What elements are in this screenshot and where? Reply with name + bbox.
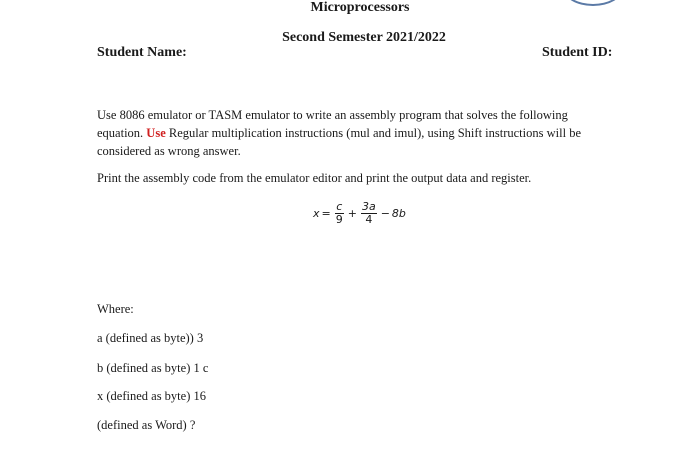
fraction-denominator: 9: [335, 212, 343, 226]
variable-x: x (defined as byte) 16: [97, 389, 206, 403]
course-title: Microprocessors: [310, 0, 410, 15]
variable-a: a (defined as byte)) 3: [97, 331, 204, 345]
fraction-denominator: 4: [365, 212, 373, 226]
minus-sign: −: [380, 206, 390, 220]
instructions-text-a: Use 8086 emulator or TASM emulator to write an assembly program that solves the following equation.: [97, 108, 568, 140]
student-name-label: Student Name:: [97, 45, 187, 60]
task-instructions: [97, 107, 597, 160]
use-emphasis: Use: [146, 125, 166, 140]
variable-word: (defined as Word) ?: [97, 418, 196, 432]
semester-heading: Second Semester 2021/2022: [282, 30, 446, 45]
print-instruction: Print the assembly code from the emulator editor and print the output data and register.: [97, 171, 532, 185]
equation-lhs: x: [313, 206, 320, 220]
term-8b: 8b: [391, 206, 406, 220]
variable-b: b (defined as byte) 1 c: [97, 361, 209, 375]
where-label: Where:: [97, 302, 134, 316]
equation: [313, 196, 406, 230]
plus-sign: +: [347, 206, 357, 220]
student-id-label: Student ID:: [542, 45, 613, 60]
fraction-c-over-9: [335, 201, 344, 226]
fraction-numerator: c: [336, 199, 343, 213]
fraction-3a-over-4: [361, 201, 377, 226]
fraction-numerator: 3a: [361, 199, 376, 213]
instructions-text-b: Regular multiplication instructions (mul and imul), using Shift instructions will be considered as wrong answer.: [97, 125, 581, 158]
equals-sign: =: [321, 206, 331, 220]
